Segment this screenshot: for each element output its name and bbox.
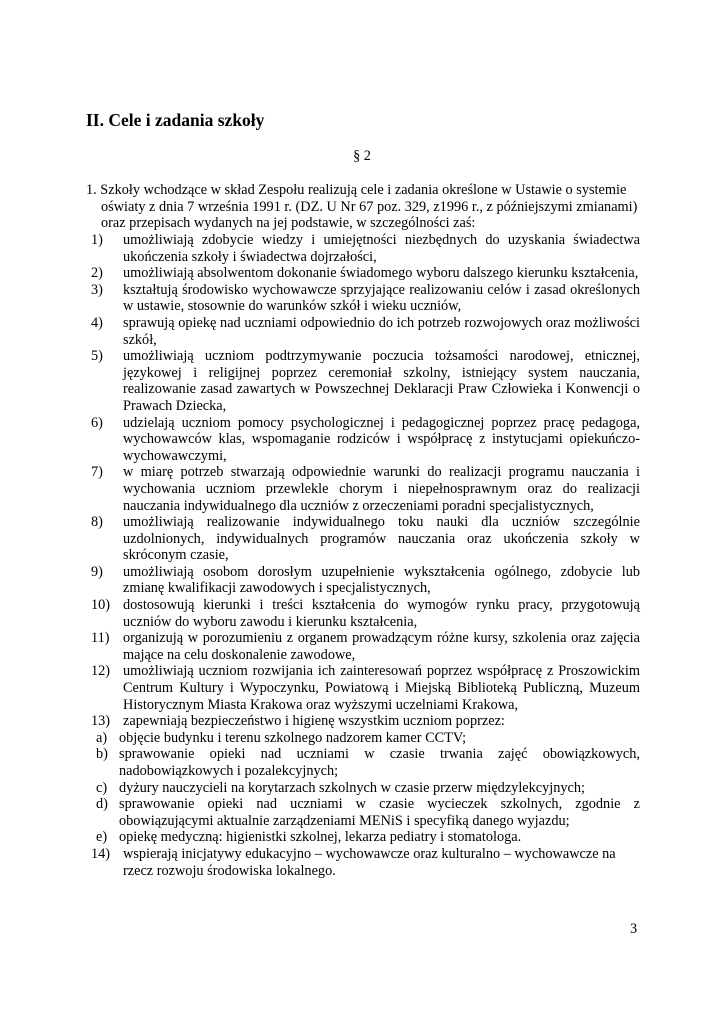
list-item-number: 7) [91, 464, 103, 481]
list-item-number-cell [86, 265, 123, 282]
intro-paragraph [86, 182, 640, 232]
list-item-number-cell [86, 663, 123, 713]
list-item-number: 3) [91, 281, 103, 298]
list-item-number-cell [86, 315, 123, 348]
sub-list-item [86, 829, 640, 846]
sub-list-item-text: sprawowanie opieki nad uczniami w czasie wycieczek szkolnych, zgodnie z obowiązującymi aktualnie zarządzeniami MENiS i specyfiką danego wyjazdu; [119, 796, 640, 829]
list-item [86, 514, 640, 564]
list-item [86, 564, 640, 597]
list-item-text: udzielają uczniom pomocy psychologicznej i pedagogicznej poprzez pracę pedagoga, wychowawców klas, wspomaganie rodziców i współpracę z instytucjami opiekuńczo-wychowawczymi, [123, 414, 640, 464]
list-item-text: dostosowują kierunki i treści kształcenia do wymogów rynku pracy, przygotowują uczniów do wyboru zawodu i kierunku kształcenia, [123, 597, 640, 630]
tasks-list [86, 232, 640, 879]
list-item-number-cell [86, 564, 123, 597]
list-item-number-cell [86, 464, 123, 514]
list-item-number-cell [86, 415, 123, 465]
list-item-number-cell [86, 282, 123, 315]
list-item-number-cell [86, 630, 123, 663]
list-item [86, 846, 640, 879]
sub-list-item-letter: e) [96, 829, 108, 846]
list-item-text: umożliwiają zdobycie wiedzy i umiejętności niezbędnych do uzyskania świadectwa ukończenia szkoły i świadectwa dojrzałości, [123, 232, 640, 265]
list-item-number: 8) [91, 514, 103, 531]
list-item-text: umożliwiają uczniom rozwijania ich zainteresowań poprzez współpracę z Proszowickim Centrum Kultury i Wypoczynku, Powiatową i Miejską Biblioteką Publiczną, Muzeum Historycznym Miasta Krakowa oraz wyższymi uczelniami Krakowa, [123, 663, 640, 713]
sub-list-item [86, 746, 640, 779]
sub-list-item-text: opiekę medyczną: higienistki szkolnej, lekarza pediatry i stomatologa. [119, 829, 522, 846]
list-item-text: zapewniają bezpieczeństwo i higienę wszystkim uczniom poprzez: [123, 713, 505, 730]
list-item-number-cell [86, 232, 123, 265]
list-item-text: sprawują opiekę nad uczniami odpowiednio do ich potrzeb rozwojowych oraz możliwości szkół, [123, 314, 640, 348]
list-item-number-cell [86, 846, 123, 879]
list-item-number: 6) [91, 414, 103, 431]
list-item-text: kształtują środowisko wychowawcze sprzyjające realizowaniu celów i zasad określonych w ustawie, stosownie do warunków szkół i wieku uczniów, [123, 281, 640, 315]
list-item-text: umożliwiają absolwentom dokonanie świadomego wyboru dalszego kierunku kształcenia, [123, 265, 639, 282]
paragraph-sign-text: § 2 [353, 148, 371, 164]
list-item [86, 315, 640, 348]
list-item [86, 282, 640, 315]
list-item [86, 265, 640, 282]
paragraph-sign [0, 148, 724, 165]
list-item-text: w miarę potrzeb stwarzają odpowiednie warunki do realizacji programu nauczania i wychowania uczniom przewlekle chorym i niepełnosprawnym oraz do realizacji nauczania indywidualnego dla uczniów z orzeczeniami poradni specjalistycznych, [123, 464, 640, 514]
page-number: 3 [630, 921, 638, 937]
list-item-number: 13) [91, 713, 111, 730]
sub-list-item-text: dyżury nauczycieli na korytarzach szkolnych w czasie przerw międzylekcyjnych; [119, 779, 586, 796]
sub-list-item-letter: b) [96, 746, 108, 763]
list-item-number: 14) [91, 845, 111, 862]
list-item-number-cell [86, 514, 123, 564]
list-item-number-cell [86, 713, 123, 730]
sub-list-item-letter: c) [96, 779, 108, 796]
list-item [86, 415, 640, 465]
list-item-number-cell [86, 597, 123, 630]
list-item [86, 713, 640, 730]
list-item-text: organizują w porozumieniu z organem prowadzącym różne kursy, szkolenia oraz zajęcia mające na celu doskonalenie zawodowe, [123, 630, 640, 663]
list-item-number: 5) [91, 348, 103, 365]
list-item-text: umożliwiają uczniom podtrzymywanie poczucia tożsamości narodowej, etnicznej, językowej i religijnej poprzez ceremoniał szkolny, istniejący system nauczania, realizowanie zasad zawartych w Powszechnej Deklaracji Praw Człowieka i Konwencji o Prawach Dziecka, [123, 348, 640, 414]
section-heading: II. Cele i zadania szkoły [86, 110, 265, 130]
sub-list-item-text: objęcie budynku i terenu szkolnego nadzorem kamer CCTV; [119, 729, 467, 746]
list-item-number: 1) [91, 232, 103, 248]
list-item [86, 630, 640, 663]
list-item-number: 9) [91, 563, 103, 580]
sub-list-item-text: sprawowanie opieki nad uczniami w czasie trwania zajęć obowiązkowych, nadobowiązkowych i pozalekcyjnych; [119, 746, 640, 779]
list-item-text: umożliwiają realizowanie indywidualnego toku nauki dla uczniów szczególnie uzdolnionych, indywidualnych programów nauczania oraz ukończenia szkoły w skróconym czasie, [123, 514, 640, 564]
intro-rest: oświaty z dnia 7 września 1991 r. (DZ. U Nr 67 poz. 329, z1996 r., z późniejszymi zmianami) oraz przepisach wydanych na jej podstawie, w szczególności zaś: [101, 198, 638, 232]
list-item-number: 4) [91, 314, 103, 331]
list-item-number: 2) [91, 265, 103, 282]
sub-list-item [86, 796, 640, 829]
list-item-number: 10) [91, 597, 111, 614]
sub-list-item [86, 780, 640, 797]
list-item-number-cell [86, 348, 123, 414]
sub-list-item-letter: a) [96, 729, 108, 746]
list-item [86, 597, 640, 630]
intro-first-line: 1. Szkoły wchodzące w skład Zespołu realizują cele i zadania określone w Ustawie o systemie [86, 182, 627, 198]
list-item [86, 348, 640, 414]
list-item-number: 11) [91, 630, 110, 647]
list-item [86, 464, 640, 514]
sub-list-item-letter: d) [96, 796, 108, 813]
list-item-text: wspierają inicjatywy edukacyjno – wychowawcze oraz kulturalno – wychowawcze na rzecz rozwoju środowiska lokalnego. [123, 845, 616, 879]
list-item [86, 232, 640, 265]
list-item-number: 12) [91, 663, 111, 680]
sub-list-item [86, 730, 640, 747]
list-item-text: umożliwiają osobom dorosłym uzupełnienie wykształcenia ogólnego, zdobycie lub zmianę kwalifikacji zawodowych i specjalistycznych, [123, 563, 640, 597]
list-item [86, 663, 640, 713]
